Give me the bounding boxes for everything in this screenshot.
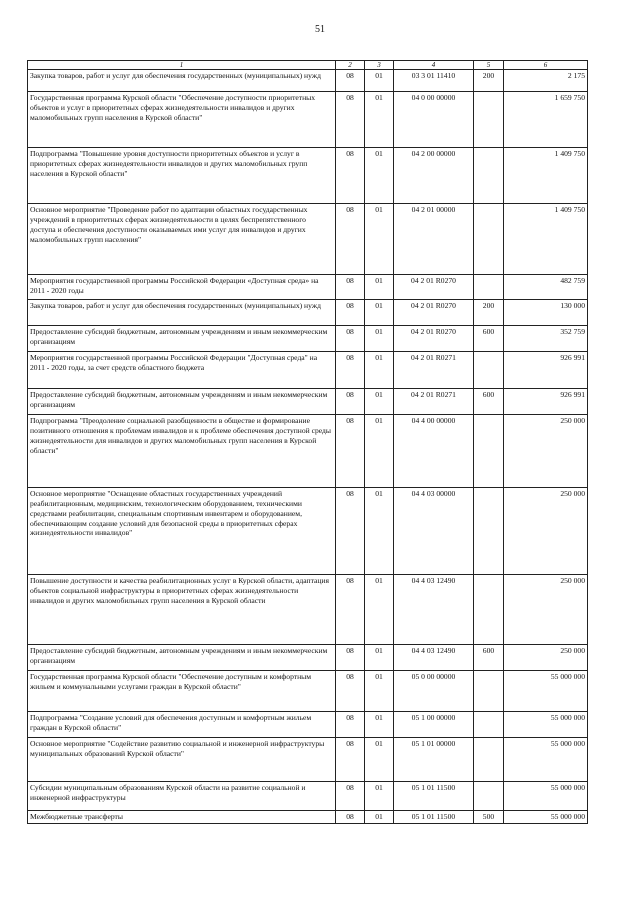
section-code-cell: 08	[336, 575, 365, 645]
row-name-cell: Межбюджетные трансферты	[28, 811, 336, 824]
amount-cell: 250 000	[504, 575, 588, 645]
table-row	[28, 415, 588, 488]
section-code-cell: 08	[336, 738, 365, 782]
amount-cell: 1 409 750	[504, 204, 588, 275]
row-name-cell: Мероприятия государственной программы Российской Федерации «Доступная среда» на 2011 - 2020 годы	[28, 275, 336, 300]
row-name-cell: Государственная программа Курской области "Обеспечение доступным и комфортным жильем и коммунальными услугами граждан в Курской области"	[28, 671, 336, 712]
target-article-cell: 04 2 01 00000	[394, 204, 474, 275]
section-code-cell: 08	[336, 712, 365, 738]
subsection-code-cell: 01	[365, 575, 394, 645]
table-row	[28, 488, 588, 575]
expense-type-cell: 600	[474, 389, 504, 415]
target-article-cell: 04 2 01 R0271	[394, 389, 474, 415]
row-name-cell: Предоставление субсидий бюджетным, автономным учреждениям и иным некоммерческим организациям	[28, 389, 336, 415]
row-name-cell: Закупка товаров, работ и услуг для обеспечения государственных (муниципальных) нужд	[28, 300, 336, 326]
expense-type-cell	[474, 275, 504, 300]
table-row	[28, 671, 588, 712]
target-article-cell: 04 2 01 R0271	[394, 352, 474, 389]
table-row	[28, 575, 588, 645]
subsection-code-cell: 01	[365, 352, 394, 389]
section-code-cell: 08	[336, 645, 365, 671]
amount-cell: 55 000 000	[504, 811, 588, 824]
table-row	[28, 326, 588, 352]
expense-type-cell	[474, 671, 504, 712]
column-header: 2	[336, 61, 365, 70]
row-name-cell: Субсидии муниципальным образованиям Курской области на развитие социальной и инженерной инфраструктуры	[28, 782, 336, 811]
table-row	[28, 92, 588, 148]
target-article-cell: 05 1 01 11500	[394, 782, 474, 811]
page-number: 51	[315, 24, 325, 35]
column-header: 4	[394, 61, 474, 70]
target-article-cell: 04 0 00 00000	[394, 92, 474, 148]
section-code-cell: 08	[336, 326, 365, 352]
expense-type-cell: 200	[474, 300, 504, 326]
table-row	[28, 645, 588, 671]
section-code-cell: 08	[336, 92, 365, 148]
row-name-cell: Закупка товаров, работ и услуг для обеспечения государственных (муниципальных) нужд	[28, 70, 336, 92]
table-row	[28, 738, 588, 782]
subsection-code-cell: 01	[365, 300, 394, 326]
expense-type-cell	[474, 575, 504, 645]
section-code-cell: 08	[336, 204, 365, 275]
row-name-cell: Предоставление субсидий бюджетным, автономным учреждениям и иным некоммерческим организациям	[28, 645, 336, 671]
table-row	[28, 811, 588, 824]
subsection-code-cell: 01	[365, 70, 394, 92]
section-code-cell: 08	[336, 488, 365, 575]
target-article-cell: 04 2 01 R0270	[394, 326, 474, 352]
expense-type-cell: 500	[474, 811, 504, 824]
row-name-cell: Основное мероприятие "Содействие развитию социальной и инженерной инфраструктуры муниципальных образований Курской области"	[28, 738, 336, 782]
target-article-cell: 04 2 01 R0270	[394, 275, 474, 300]
subsection-code-cell: 01	[365, 326, 394, 352]
section-code-cell: 08	[336, 811, 365, 824]
section-code-cell: 08	[336, 671, 365, 712]
row-name-cell: Подпрограмма "Создание условий для обеспечения доступным и комфортным жильем граждан в Курской области"	[28, 712, 336, 738]
amount-cell: 55 000 000	[504, 671, 588, 712]
table-row	[28, 782, 588, 811]
subsection-code-cell: 01	[365, 811, 394, 824]
table-row	[28, 148, 588, 204]
section-code-cell: 08	[336, 300, 365, 326]
amount-cell: 352 759	[504, 326, 588, 352]
expense-type-cell	[474, 488, 504, 575]
expense-type-cell	[474, 148, 504, 204]
row-name-cell: Предоставление субсидий бюджетным, автономным учреждениям и иным некоммерческим организациям	[28, 326, 336, 352]
subsection-code-cell: 01	[365, 148, 394, 204]
expense-type-cell	[474, 738, 504, 782]
target-article-cell: 05 1 01 11500	[394, 811, 474, 824]
target-article-cell: 04 4 00 00000	[394, 415, 474, 488]
amount-cell: 250 000	[504, 645, 588, 671]
expense-type-cell	[474, 415, 504, 488]
expense-type-cell: 600	[474, 326, 504, 352]
subsection-code-cell: 01	[365, 204, 394, 275]
subsection-code-cell: 01	[365, 782, 394, 811]
row-name-cell: Повышение доступности и качества реабилитационных услуг в Курской области, адаптация объектов социальной инфраструктуры в приоритетных сферах жизнедеятельности инвалидов и других маломобильных групп населения в Курской области	[28, 575, 336, 645]
amount-cell: 250 000	[504, 415, 588, 488]
amount-cell: 55 000 000	[504, 738, 588, 782]
column-header: 6	[504, 61, 588, 70]
amount-cell: 482 759	[504, 275, 588, 300]
subsection-code-cell: 01	[365, 389, 394, 415]
section-code-cell: 08	[336, 148, 365, 204]
table-row	[28, 70, 588, 92]
expense-type-cell	[474, 92, 504, 148]
target-article-cell: 05 0 00 00000	[394, 671, 474, 712]
row-name-cell: Основное мероприятие "Проведение работ по адаптации областных государственных учреждений в приоритетных сферах жизнедеятельности в целях беспрепятственного доступа и обеспечения доступности оказываемых ими услуг для инвалидов и других маломобильных групп населения"	[28, 204, 336, 275]
section-code-cell: 08	[336, 415, 365, 488]
expense-type-cell	[474, 204, 504, 275]
section-code-cell: 08	[336, 389, 365, 415]
table-row	[28, 712, 588, 738]
expense-type-cell: 200	[474, 70, 504, 92]
subsection-code-cell: 01	[365, 712, 394, 738]
target-article-cell: 05 1 00 00000	[394, 712, 474, 738]
amount-cell: 1 409 750	[504, 148, 588, 204]
expense-type-cell: 600	[474, 645, 504, 671]
target-article-cell: 03 3 01 11410	[394, 70, 474, 92]
amount-cell: 926 991	[504, 389, 588, 415]
subsection-code-cell: 01	[365, 415, 394, 488]
section-code-cell: 08	[336, 352, 365, 389]
amount-cell: 926 991	[504, 352, 588, 389]
row-name-cell: Подпрограмма "Повышение уровня доступности приоритетных объектов и услуг в приоритетных сферах жизнедеятельности инвалидов и других маломобильных групп населения в Курской области"	[28, 148, 336, 204]
amount-cell: 130 000	[504, 300, 588, 326]
target-article-cell: 04 4 03 00000	[394, 488, 474, 575]
section-code-cell: 08	[336, 782, 365, 811]
subsection-code-cell: 01	[365, 92, 394, 148]
subsection-code-cell: 01	[365, 488, 394, 575]
amount-cell: 55 000 000	[504, 782, 588, 811]
subsection-code-cell: 01	[365, 275, 394, 300]
section-code-cell: 08	[336, 70, 365, 92]
expense-type-cell	[474, 712, 504, 738]
target-article-cell: 04 4 03 12490	[394, 575, 474, 645]
subsection-code-cell: 01	[365, 645, 394, 671]
target-article-cell: 04 2 01 R0270	[394, 300, 474, 326]
table-row	[28, 389, 588, 415]
table-row	[28, 352, 588, 389]
row-name-cell: Мероприятия государственной программы Российской Федерации "Доступная среда" на 2011 - 2020 годы, за счет средств областного бюджета	[28, 352, 336, 389]
row-name-cell: Подпрограмма "Преодоление социальной разобщенности в обществе и формирование позитивного отношения к проблемам инвалидов и к проблеме обеспечения доступной среды жизнедеятельности для инвалидов и других маломобильных групп населения в Курской области"	[28, 415, 336, 488]
amount-cell: 55 000 000	[504, 712, 588, 738]
target-article-cell: 04 4 03 12490	[394, 645, 474, 671]
target-article-cell: 05 1 01 00000	[394, 738, 474, 782]
target-article-cell: 04 2 00 00000	[394, 148, 474, 204]
expense-type-cell	[474, 352, 504, 389]
budget-table	[27, 60, 588, 824]
table-row	[28, 204, 588, 275]
table-header-row	[28, 61, 588, 70]
row-name-cell: Государственная программа Курской области "Обеспечение доступности приоритетных объектов и услуг в приоритетных сферах жизнедеятельности инвалидов и других маломобильных групп населения в Курской области"	[28, 92, 336, 148]
subsection-code-cell: 01	[365, 738, 394, 782]
amount-cell: 1 659 750	[504, 92, 588, 148]
table-row	[28, 275, 588, 300]
table-row	[28, 300, 588, 326]
column-header: 1	[28, 61, 336, 70]
expense-type-cell	[474, 782, 504, 811]
subsection-code-cell: 01	[365, 671, 394, 712]
column-header: 3	[365, 61, 394, 70]
amount-cell: 250 000	[504, 488, 588, 575]
section-code-cell: 08	[336, 275, 365, 300]
column-header: 5	[474, 61, 504, 70]
amount-cell: 2 175	[504, 70, 588, 92]
row-name-cell: Основное мероприятие "Оснащение областных государственных учреждений реабилитационным, медицинским, технологическим оборудованием, техническими средствами реабилитации, специальным спортивным инвентарем и оборудованием, обеспечивающим создание условий для безопасной среды в приоритетных сферах жизнедеятельности инвалидов"	[28, 488, 336, 575]
